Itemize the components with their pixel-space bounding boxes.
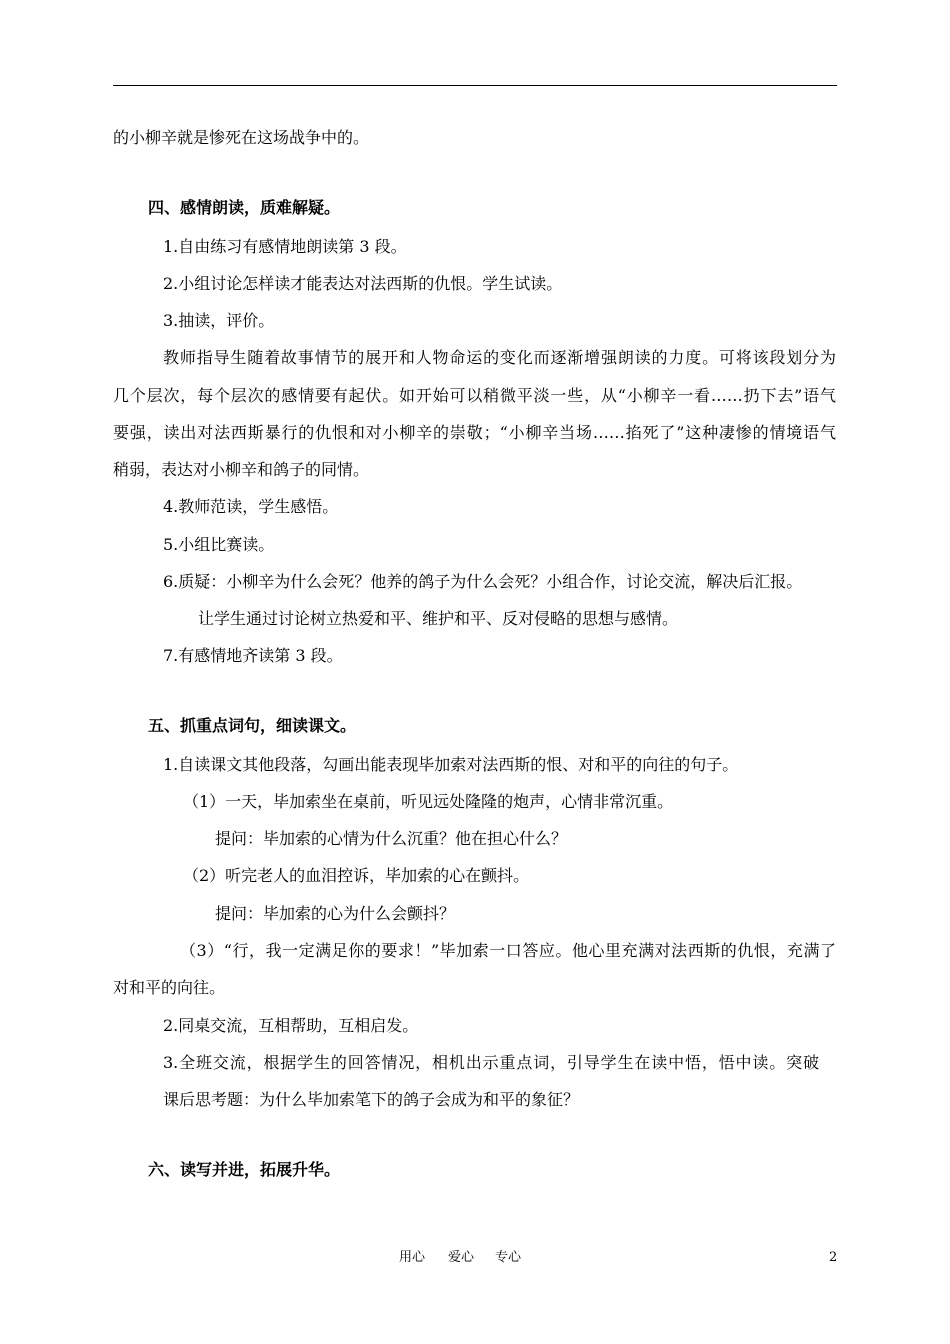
list-item: 3.全班交流，根据学生的回答情况，相机出示重点词，引导学生在读中悟，悟中读。突破 [163, 1053, 819, 1072]
paragraph-line: 要强，读出对法西斯暴行的仇恨和对小柳辛的崇敬；“小柳辛当场……掐死了”这种凄惨的情境语气 [113, 423, 836, 442]
text-line: 的小柳辛就是惨死在这场战争中的。 [113, 128, 370, 147]
footer-motto-1: 用心 [399, 1250, 426, 1265]
list-item: 1.自读课文其他段落，勾画出能表现毕加索对法西斯的恨、对和平的向往的句子。 [163, 755, 739, 774]
paragraph-line: 教师指导生随着故事情节的展开和人物命运的变化而逐渐增强朗读的力度。可将该段划分为 [163, 348, 836, 367]
list-item: 4.教师范读，学生感悟。 [163, 497, 339, 516]
list-item: 6.质疑：小柳辛为什么会死？他养的鸽子为什么会死？小组合作，讨论交流，解决后汇报。 [163, 572, 803, 591]
header-rule [113, 85, 837, 86]
section-heading-5: 五、抓重点词句，细读课文。 [148, 716, 357, 735]
page-number: 2 [829, 1250, 838, 1265]
text-line: 课后思考题：为什么毕加索笔下的鸽子会成为和平的象征？ [163, 1090, 580, 1109]
sub-item: （2）听完老人的血泪控诉，毕加索的心在颤抖。 [183, 866, 530, 885]
sub-item: （3）“行，我一定满足你的要求！”毕加索一口答应。他心里充满对法西斯的仇恨，充满了 [180, 941, 836, 960]
footer-motto-2: 爱心 [448, 1250, 475, 1265]
list-item: 2.小组讨论怎样读才能表达对法西斯的仇恨。学生试读。 [163, 274, 563, 293]
sub-item: （1）一天，毕加索坐在桌前，听见远处隆隆的炮声，心情非常沉重。 [183, 792, 674, 811]
list-item: 5.小组比赛读。 [163, 535, 275, 554]
footer-motto-3: 专心 [495, 1250, 522, 1265]
question-line: 提问：毕加索的心为什么会颤抖？ [215, 904, 456, 923]
paragraph-line: 几个层次，每个层次的感情要有起伏。如开始可以稍微平淡一些，从“小柳辛一看……扔下去”语气 [113, 386, 836, 405]
list-item: 1.自由练习有感情地朗读第 3 段。 [163, 237, 407, 256]
section-heading-6: 六、读写并进，拓展升华。 [148, 1160, 341, 1179]
list-item: 3.抽读，评价。 [163, 311, 275, 330]
text-line: 对和平的向往。 [113, 978, 226, 997]
list-item: 2.同桌交流，互相帮助，互相启发。 [163, 1016, 419, 1035]
question-line: 提问：毕加索的心情为什么沉重？他在担心什么？ [215, 829, 568, 848]
paragraph-line: 稍弱，表达对小柳辛和鸽子的同情。 [113, 460, 370, 479]
section-heading-4: 四、感情朗读，质难解疑。 [148, 198, 341, 217]
text-line: 让学生通过讨论树立热爱和平、维护和平、反对侵略的思想与感情。 [198, 609, 679, 628]
list-item: 7.有感情地齐读第 3 段。 [163, 646, 343, 665]
